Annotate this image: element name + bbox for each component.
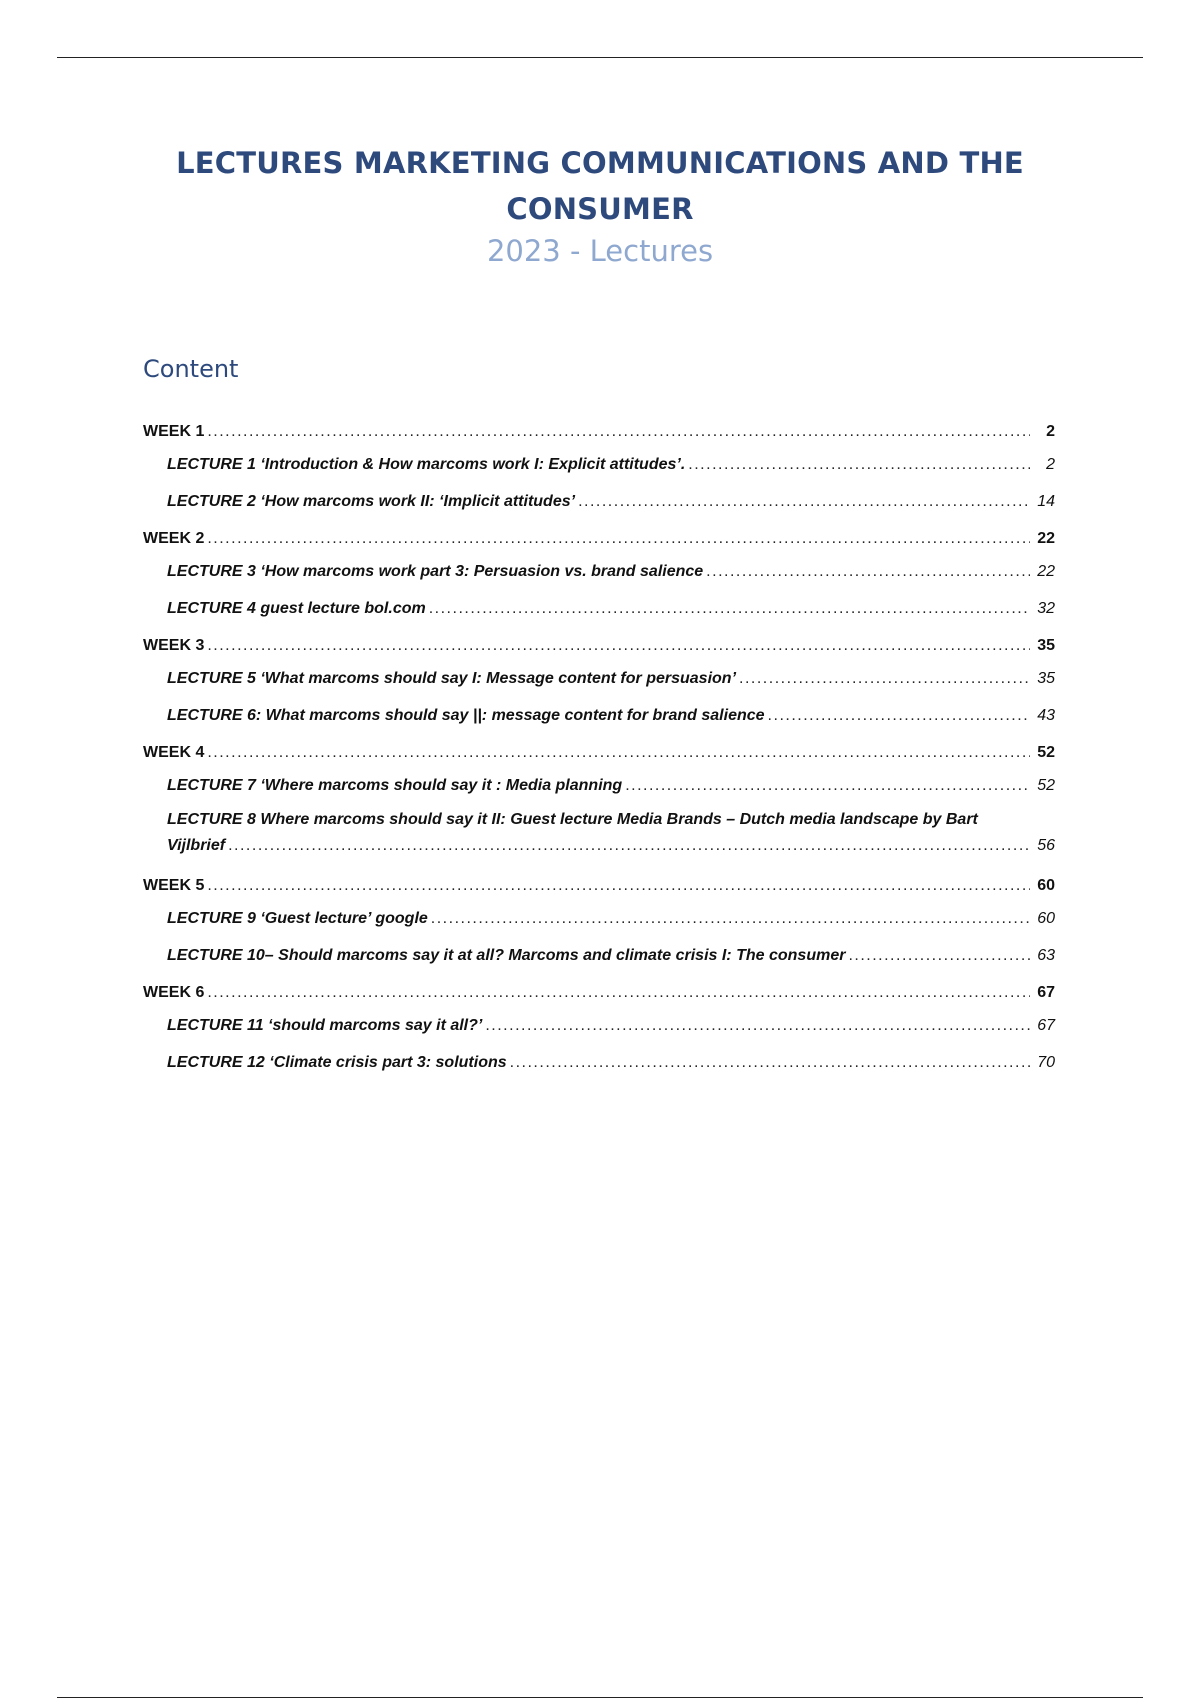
toc-week-3 xyxy=(143,630,1055,726)
dot-leader xyxy=(848,946,1030,966)
dot-leader xyxy=(706,562,1030,582)
toc-week-6 xyxy=(143,977,1055,1073)
toc-entry-lecture-5[interactable] xyxy=(143,663,1055,689)
toc-entry-label: LECTURE 7 ‘Where marcoms should say it : Media planning xyxy=(167,777,623,794)
dot-leader xyxy=(688,455,1030,475)
toc-entry-page: 67 xyxy=(1037,1017,1055,1034)
toc-entry-label: WEEK 6 xyxy=(143,984,205,1001)
toc-entry-page: 56 xyxy=(1037,837,1055,854)
toc-entry-lecture-4[interactable] xyxy=(143,593,1055,619)
toc-entry-page: 70 xyxy=(1037,1054,1055,1071)
toc-entry-label: WEEK 4 xyxy=(143,744,205,761)
document-subtitle: 2023 - Lectures xyxy=(486,234,714,268)
toc-week-4 xyxy=(143,737,1055,859)
dot-leader xyxy=(768,706,1030,726)
toc-entry-page: 2 xyxy=(1046,456,1055,473)
toc-entry-label: LECTURE 4 guest lecture bol.com xyxy=(167,600,426,617)
table-of-contents xyxy=(143,416,1055,1084)
toc-entry-page: 35 xyxy=(1037,637,1055,654)
toc-entry-week-1[interactable] xyxy=(143,416,1055,442)
toc-entry-label: LECTURE 2 ‘How marcoms work II: ‘Implicit attitudes’ xyxy=(167,493,576,510)
dot-leader xyxy=(228,833,1030,859)
document-title-line-1: LECTURES MARKETING COMMUNICATIONS AND THE xyxy=(176,146,1024,180)
toc-week-1 xyxy=(143,416,1055,512)
toc-entry-page: 52 xyxy=(1037,744,1055,761)
toc-entry-page: 32 xyxy=(1037,600,1055,617)
toc-entry-page: 52 xyxy=(1037,777,1055,794)
toc-entry-page: 63 xyxy=(1037,947,1055,964)
toc-entry-label: LECTURE 1 ‘Introduction & How marcoms work I: Explicit attitudes’. xyxy=(167,456,686,473)
dot-leader xyxy=(207,636,1030,656)
toc-entry-label-line-2: Vijlbrief xyxy=(167,837,226,854)
toc-entry-page: 67 xyxy=(1037,984,1055,1001)
toc-entry-lecture-7[interactable] xyxy=(143,770,1055,796)
title-block xyxy=(150,140,1050,272)
toc-entry-page: 35 xyxy=(1037,670,1055,687)
toc-entry-lecture-6[interactable] xyxy=(143,700,1055,726)
toc-entry-week-3[interactable] xyxy=(143,630,1055,656)
toc-entry-label-line-1: LECTURE 8 Where marcoms should say it II: Guest lecture Media Brands – Dutch media landscape by Bart xyxy=(167,811,978,828)
dot-leader xyxy=(207,529,1030,549)
toc-entry-lecture-2[interactable] xyxy=(143,486,1055,512)
toc-week-2 xyxy=(143,523,1055,619)
toc-entry-week-2[interactable] xyxy=(143,523,1055,549)
toc-entry-page: 60 xyxy=(1037,910,1055,927)
toc-entry-page: 43 xyxy=(1037,707,1055,724)
toc-entry-label: LECTURE 3 ‘How marcoms work part 3: Persuasion vs. brand salience xyxy=(167,563,704,580)
toc-entry-label: WEEK 1 xyxy=(143,423,205,440)
toc-entry-lecture-11[interactable] xyxy=(143,1010,1055,1036)
toc-entry-week-5[interactable] xyxy=(143,870,1055,896)
toc-heading: Content xyxy=(143,355,239,383)
toc-entry-lecture-9[interactable] xyxy=(143,903,1055,929)
toc-entry-page: 2 xyxy=(1046,423,1055,440)
dot-leader xyxy=(485,1016,1030,1036)
toc-entry-label: LECTURE 11 ‘should marcoms say it all?’ xyxy=(167,1017,483,1034)
toc-entry-label: WEEK 5 xyxy=(143,877,205,894)
toc-entry-label: WEEK 3 xyxy=(143,637,205,654)
document-title-line-2: CONSUMER xyxy=(506,192,694,226)
toc-entry-label: LECTURE 6: What marcoms should say ||: message content for brand salience xyxy=(167,707,765,724)
toc-entry-week-6[interactable] xyxy=(143,977,1055,1003)
toc-entry-lecture-1[interactable] xyxy=(143,449,1055,475)
toc-week-5 xyxy=(143,870,1055,966)
footer-rule xyxy=(57,1697,1143,1698)
dot-leader xyxy=(625,776,1030,796)
toc-entry-label: LECTURE 10– Should marcoms say it at all? Marcoms and climate crisis I: The consumer xyxy=(167,947,846,964)
dot-leader xyxy=(578,492,1030,512)
dot-leader xyxy=(207,743,1030,763)
dot-leader xyxy=(207,983,1030,1003)
toc-entry-lecture-3[interactable] xyxy=(143,556,1055,582)
toc-entry-page: 60 xyxy=(1037,877,1055,894)
toc-entry-lecture-8[interactable] xyxy=(143,807,1055,859)
dot-leader xyxy=(739,669,1030,689)
toc-entry-label: LECTURE 12 ‘Climate crisis part 3: solutions xyxy=(167,1054,507,1071)
dot-leader xyxy=(510,1053,1030,1073)
toc-entry-page: 22 xyxy=(1037,530,1055,547)
toc-entry-lecture-12[interactable] xyxy=(143,1047,1055,1073)
toc-entry-line-2 xyxy=(167,833,1055,859)
toc-entry-label: LECTURE 5 ‘What marcoms should say I: Message content for persuasion’ xyxy=(167,670,737,687)
header-rule xyxy=(57,57,1143,58)
dot-leader xyxy=(207,876,1030,896)
toc-entry-label: LECTURE 9 ‘Guest lecture’ google xyxy=(167,910,428,927)
toc-entry-week-4[interactable] xyxy=(143,737,1055,763)
toc-entry-lecture-10[interactable] xyxy=(143,940,1055,966)
dot-leader xyxy=(431,909,1030,929)
toc-entry-page: 14 xyxy=(1037,493,1055,510)
toc-entry-page: 22 xyxy=(1037,563,1055,580)
dot-leader xyxy=(429,599,1030,619)
toc-entry-label: WEEK 2 xyxy=(143,530,205,547)
dot-leader xyxy=(207,422,1030,442)
